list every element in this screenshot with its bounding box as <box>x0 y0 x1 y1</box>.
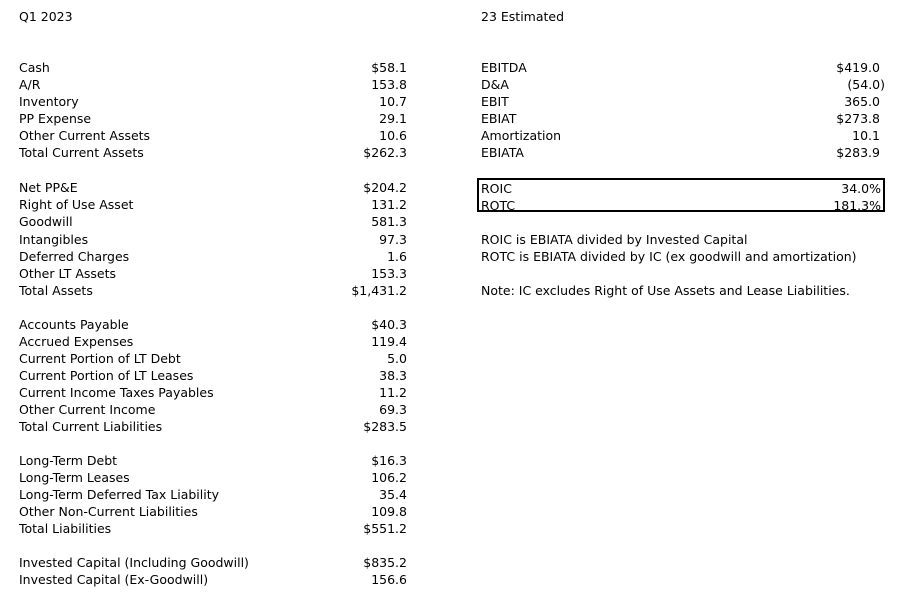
balance-row <box>19 469 407 486</box>
balance-row <box>19 265 407 282</box>
balance-label: Total Liabilities <box>19 521 112 536</box>
balance-label: Total Assets <box>19 283 93 298</box>
balance-row <box>19 179 407 196</box>
balance-row <box>19 401 407 418</box>
estimate-header: 23 Estimated <box>481 9 565 24</box>
estimate-row <box>481 76 885 93</box>
balance-label: Long-Term Debt <box>19 453 118 468</box>
balance-value: 10.6 <box>379 128 407 143</box>
balance-value: 109.8 <box>371 504 407 519</box>
estimate-label: EBIT <box>481 94 509 109</box>
balance-row <box>19 333 407 350</box>
return-label: ROIC <box>481 181 512 196</box>
balance-value: 5.0 <box>387 351 407 366</box>
estimate-label: Amortization <box>481 128 562 143</box>
estimate-row <box>481 110 880 127</box>
balance-value: $204.2 <box>363 180 407 195</box>
balance-label: Current Portion of LT Leases <box>19 368 194 383</box>
balance-value: $58.1 <box>371 60 407 75</box>
estimate-row <box>481 59 880 76</box>
balance-value: $1,431.2 <box>351 283 407 298</box>
rotc-definition: ROTC is EBIATA divided by IC (ex goodwill and amortization) <box>481 249 857 264</box>
balance-label: Invested Capital (Ex-Goodwill) <box>19 572 209 587</box>
estimate-value: $419.0 <box>836 60 880 75</box>
estimate-value: $273.8 <box>836 111 880 126</box>
return-value: 34.0% <box>841 181 881 196</box>
balance-value: $40.3 <box>371 317 407 332</box>
balance-row <box>19 127 407 144</box>
returns-box <box>477 178 885 212</box>
balance-label: Total Current Assets <box>19 145 144 160</box>
estimate-value: (54.0) <box>847 77 885 92</box>
balance-label: Right of Use Asset <box>19 197 134 212</box>
balance-label: Total Current Liabilities <box>19 419 163 434</box>
ic-note: Note: IC excludes Right of Use Assets and Lease Liabilities. <box>481 283 850 298</box>
balance-label: Current Income Taxes Payables <box>19 385 214 400</box>
balance-row <box>19 503 407 520</box>
balance-label: Other Current Assets <box>19 128 151 143</box>
balance-row <box>19 571 407 588</box>
balance-value: 97.3 <box>379 232 407 247</box>
balance-row <box>19 110 407 127</box>
balance-value: $551.2 <box>363 521 407 536</box>
balance-row <box>19 196 407 213</box>
balance-value: 106.2 <box>371 470 407 485</box>
balance-value: 131.2 <box>371 197 407 212</box>
estimate-label: D&A <box>481 77 509 92</box>
balance-row <box>19 520 407 537</box>
estimate-label: EBIATA <box>481 145 524 160</box>
balance-row <box>19 554 407 571</box>
balance-value: $835.2 <box>363 555 407 570</box>
return-row-rotc <box>481 197 881 214</box>
balance-row <box>19 231 407 248</box>
balance-row <box>19 213 407 230</box>
estimate-row <box>481 127 880 144</box>
balance-label: Accrued Expenses <box>19 334 134 349</box>
return-value: 181.3% <box>833 198 881 213</box>
balance-value: 581.3 <box>371 214 407 229</box>
balance-label: Net PP&E <box>19 180 78 195</box>
balance-label: Cash <box>19 60 50 75</box>
balance-label: Long-Term Deferred Tax Liability <box>19 487 220 502</box>
balance-value: 69.3 <box>379 402 407 417</box>
estimate-label: EBIAT <box>481 111 517 126</box>
balance-value: 35.4 <box>379 487 407 502</box>
balance-row <box>19 144 407 161</box>
balance-value: $283.5 <box>363 419 407 434</box>
balance-label: Intangibles <box>19 232 89 247</box>
balance-value: 119.4 <box>371 334 407 349</box>
estimate-value: $283.9 <box>836 145 880 160</box>
balance-value: 1.6 <box>387 249 407 264</box>
balance-value: 153.3 <box>371 266 407 281</box>
balance-value: 38.3 <box>379 368 407 383</box>
balance-row <box>19 93 407 110</box>
balance-label: Long-Term Leases <box>19 470 130 485</box>
balance-label: Current Portion of LT Debt <box>19 351 181 366</box>
balance-row <box>19 350 407 367</box>
return-label: ROTC <box>481 198 516 213</box>
balance-row <box>19 248 407 265</box>
balance-value: $262.3 <box>363 145 407 160</box>
balance-row <box>19 59 407 76</box>
balance-row <box>19 282 407 299</box>
balance-label: Goodwill <box>19 214 73 229</box>
balance-label: Accounts Payable <box>19 317 129 332</box>
balance-value: 10.7 <box>379 94 407 109</box>
balance-label: Other Current Income <box>19 402 156 417</box>
balance-row <box>19 316 407 333</box>
balance-label: Other Non-Current Liabilities <box>19 504 198 519</box>
balance-value: 156.6 <box>371 572 407 587</box>
balance-label: Invested Capital (Including Goodwill) <box>19 555 249 570</box>
balance-label: Inventory <box>19 94 79 109</box>
balance-row <box>19 367 407 384</box>
balance-row <box>19 384 407 401</box>
estimate-value: 365.0 <box>844 94 880 109</box>
balance-row <box>19 76 407 93</box>
estimate-label: EBITDA <box>481 60 527 75</box>
balance-row <box>19 486 407 503</box>
balance-label: Deferred Charges <box>19 249 130 264</box>
estimate-row <box>481 144 880 161</box>
balance-label: A/R <box>19 77 41 92</box>
balance-label: Other LT Assets <box>19 266 116 281</box>
balance-value: 153.8 <box>371 77 407 92</box>
return-row-roic <box>481 180 881 197</box>
balance-value: 11.2 <box>379 385 407 400</box>
balance-value: $16.3 <box>371 453 407 468</box>
balance-label: PP Expense <box>19 111 92 126</box>
period-header: Q1 2023 <box>19 9 73 24</box>
roic-definition: ROIC is EBIATA divided by Invested Capital <box>481 232 748 247</box>
balance-row <box>19 418 407 435</box>
balance-value: 29.1 <box>379 111 407 126</box>
estimate-row <box>481 93 880 110</box>
estimate-value: 10.1 <box>852 128 880 143</box>
balance-row <box>19 452 407 469</box>
